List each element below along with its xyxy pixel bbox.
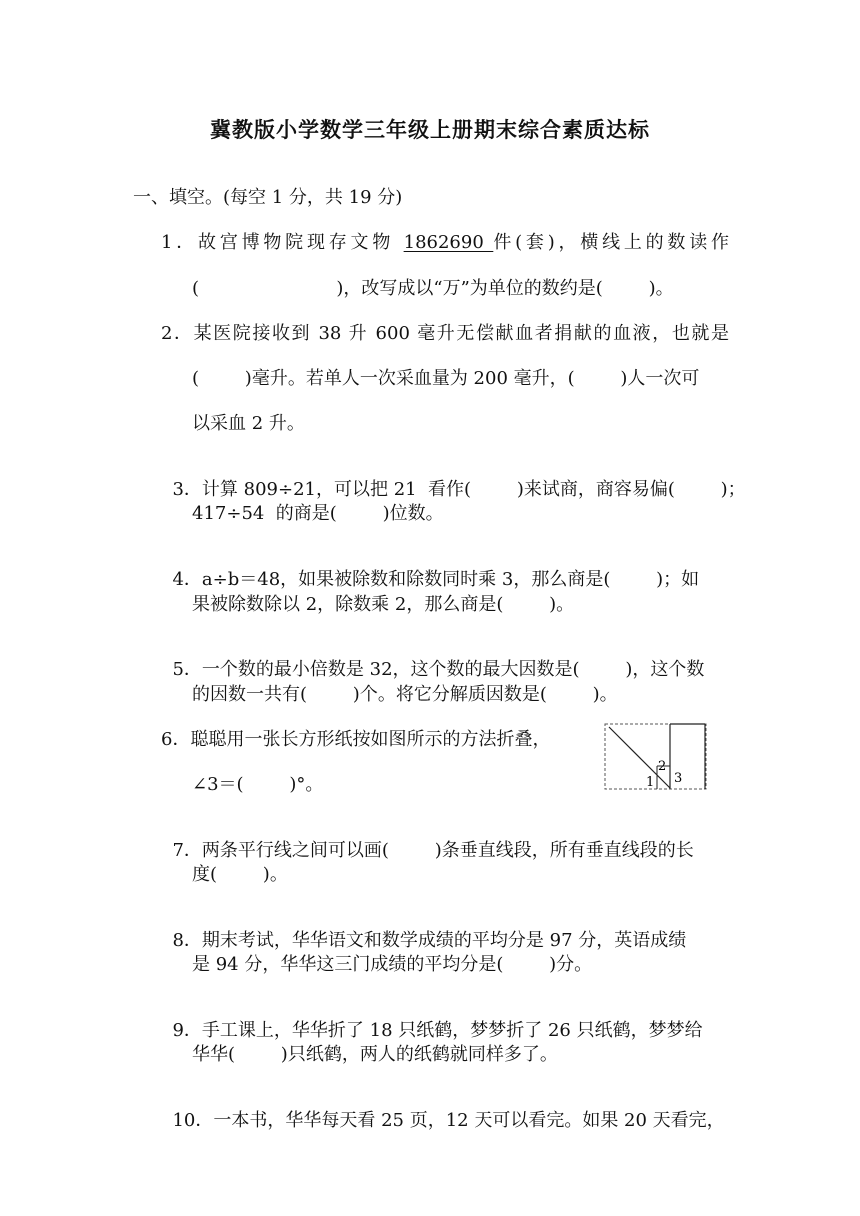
question-9-text: 手工课上，华华折了 18 只纸鹤，梦梦折了 26 只纸鹤，梦梦给 <box>201 1020 703 1041</box>
question-1-text-a: 故宫博物院现存文物 <box>198 232 404 253</box>
question-2-line-1 <box>161 319 729 345</box>
question-1-text-b: 件(套)，横线上的数读作 <box>493 232 730 253</box>
question-6-text: 聪聪用一张长方形纸按如图所示的方法折叠， <box>190 729 551 750</box>
question-8-text: 期末考试，华华语文和数学成绩的平均分是 97 分，英语成绩 <box>201 930 687 951</box>
question-6-number: 6． <box>161 729 191 750</box>
question-9-line-2: 华华( )只纸鹤，两人的纸鹤就同样多了。 <box>192 1044 558 1065</box>
question-6-line-1 <box>161 725 550 751</box>
question-1-number: 1． <box>161 232 199 253</box>
question-5-line-1 <box>161 634 704 681</box>
question-5-text: 一个数的最小倍数是 32，这个数的最大因数是( )，这个数 <box>201 659 705 680</box>
question-1-line-1 <box>161 228 729 254</box>
question-2-text: 某医院接收到 38 升 600 毫升无偿献血者捐献的血液，也就是 <box>193 323 729 344</box>
folded-paper-figure <box>604 722 708 792</box>
page-title: 冀教版小学数学三年级上册期末综合素质达标 <box>210 118 650 142</box>
question-10-number: 10． <box>172 1110 214 1131</box>
question-4-number: 4． <box>172 569 202 590</box>
question-3-line-1 <box>161 454 746 501</box>
question-3-number: 3． <box>172 479 202 500</box>
question-3-text: 计算 809÷21，可以把 21 看作( )来试商，商容易偏( )； <box>201 479 746 500</box>
question-10-line-1 <box>161 1085 725 1132</box>
question-2-number: 2． <box>161 323 194 344</box>
question-9-number: 9． <box>172 1020 202 1041</box>
question-8-line-2: 是 94 分，华华这三门成绩的平均分是( )分。 <box>192 954 593 975</box>
question-4-text: a÷b＝48，如果被除数和除数同时乘 3，那么商是( )；如 <box>201 569 700 590</box>
fold-diagonal-line <box>609 727 670 788</box>
question-8-number: 8． <box>172 930 202 951</box>
question-10-text: 一本书，华华每天看 25 页，12 天可以看完。如果 20 天看完， <box>213 1110 725 1131</box>
question-3-line-2: 417÷54 的商是( )位数。 <box>192 503 444 524</box>
question-7-text: 两条平行线之间可以画( )条垂直线段，所有垂直线段的长 <box>201 840 694 861</box>
question-5-line-2: 的因数一共有( )个。将它分解质因数是( )。 <box>192 684 618 705</box>
question-2-line-2: ( )毫升。若单人一次采血量为 200 毫升，( )人一次可 <box>192 368 700 389</box>
question-4-line-2: 果被除数除以 2，除数乘 2，那么商是( )。 <box>192 594 575 615</box>
question-7-line-1 <box>161 815 694 862</box>
question-4-line-1 <box>161 544 699 591</box>
angle-label-2: 2 <box>658 759 667 774</box>
section-heading: 一、填空。(每空 1 分，共 19 分) <box>133 187 403 208</box>
angle-label-1: 1 <box>646 775 655 790</box>
question-9-line-1 <box>161 995 703 1042</box>
question-5-number: 5． <box>172 659 202 680</box>
question-6-line-2: ∠3＝( )°。 <box>192 774 324 795</box>
question-1-line-2: ( )，改写成以“万”为单位的数约是( )。 <box>192 278 674 299</box>
paper-outline-dashed <box>605 724 706 789</box>
question-8-line-1 <box>161 905 686 952</box>
question-1-underlined-number: 1862690 <box>403 232 494 253</box>
angle-label-3: 3 <box>674 771 683 786</box>
question-7-line-2: 度( )。 <box>192 864 288 885</box>
question-2-line-3: 以采血 2 升。 <box>192 413 305 434</box>
question-7-number: 7． <box>172 840 202 861</box>
